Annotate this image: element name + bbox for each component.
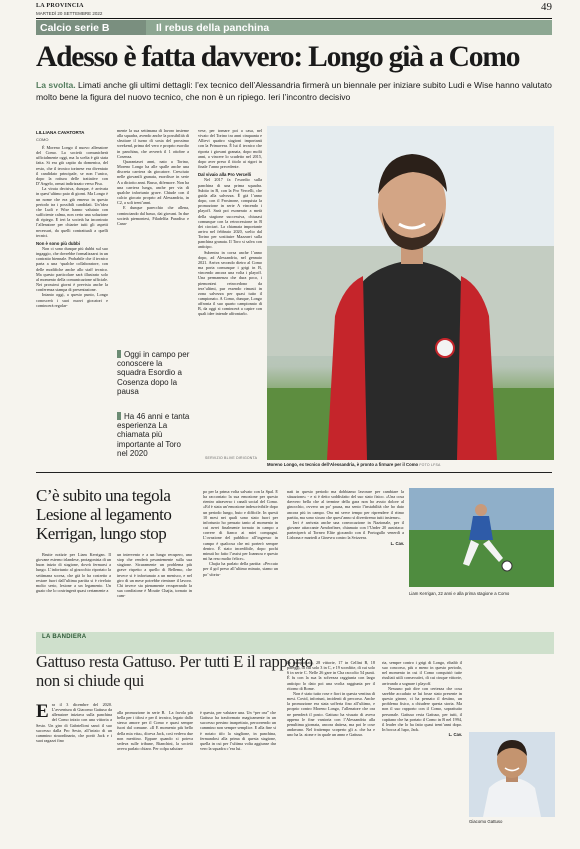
paragraph: Non è stato tutto rose e fiori in questa ventina di mesi. Covid, infortuni, incidenti di percorso. Anche la promozione era stata sofferta fino all’ultimo, e proprio contro Moreno Longo, l’allenatore che ora ne prenderà il posto. Gattuso ha visuato di aveva appena le fine vantoria con l’Alessandria alla penultima giornata, ancora dattesa, ma poi le cose andavano. Nel frattempo scoperto gli a. che ha e uno ha la. zione e in quale un anno e Gattuso.	[287, 690, 375, 738]
gattuso-column-3	[200, 710, 276, 751]
deck-keyword: La svolta.	[36, 80, 76, 90]
kerrigan-column-1	[36, 552, 111, 593]
paragraph: è questa, per valutare una. Un “per ora” che Gattuso ha trasformato magicamente in un successo persino inaspettato, percorrendo un cammino non sempre semplice. E alla fine si è notato tifo la staglione, in panchina, fermandosi alla prima di questa stagione, quella in cui per l’ultima volta aggiunse dar vero la squadra c’era lui.	[200, 710, 276, 752]
paragraph: Subentra in corsa anche l’anno dopo, ad Alessandria, nel gennaio 2021. Arriva secondo dietro al Como ma porta comunque i grigi in B, vincendo ancora una volta i playoff. Una permanenza che dura poco, i piemontesi retrocedono da terz’ultimi, pur essendo rimasti in zona salvezza per quasi tutto il campionato. A Como, dunque, Longo affronta il suo quarto campionato di B, da oggi si comincerà a capire con quali idee intende affrontarlo.	[198, 249, 262, 317]
dropcap: E	[36, 701, 49, 722]
section-topic: Il rebus della panchina	[146, 20, 552, 35]
main-column-2	[117, 128, 189, 226]
paragraph: Brutte notizie per Liam Kerrigan. Il giovane esterno irlandese, protagonista di un buon inizio di stagione, dovrà fermarsi a lungo. L’infortunio al ginocchio riportato la settimana scorsa, che già lo ha costretto a restare fuori dall’ultima partita si è rivelato molto serio, lesione a un legamento. Un guaio che lo costringerà quasi certamente a	[36, 552, 111, 594]
gattuso-headline: Gattuso resta Gattuso. Per tutti E il rapporto non si chiude qui	[36, 652, 313, 690]
gattuso-column-1	[36, 702, 112, 743]
quote-bar-icon	[117, 412, 121, 420]
kerrigan-column-4	[287, 489, 404, 546]
paragraph: un intervento e a un lungo recupero, uno stop che renderà pesantemente sulla sua stagione. Sicuramente un problema più grave rispetto a quello di Bellemo, che invece si è infortunato a un menisco, e nel giro di un mese potrebbe rientrare il lavoro. Chi invece sta pienamente recuperando la sua condizione è Moutie Chajia, tornato in cam-	[117, 552, 192, 599]
bandiera-banner	[36, 632, 554, 654]
caption-bold: Moreno Longo, ex tecnico dell’Alessandria, è pronto a firmare per il Como	[267, 462, 419, 467]
gattuso-column-5	[382, 660, 462, 737]
paragraph: vese, per tornare poi a casa, nel vivaio del Torino tra anni cinquanta e Allievi quattro stagioni importanti con la Primavera. È lui il tecnico che riporta i giovani granata, dopo molti anni, a vincere lo scudetto nel 2015, dopo aver preso il titolo ai rigori in finale l’anno precedente.	[198, 128, 262, 170]
main-headline: Adesso è fatta davvero: Longo già a Como	[36, 41, 520, 73]
author-signature: L. Cav.	[390, 540, 404, 546]
kerrigan-illustration	[409, 488, 554, 587]
gattuso-caption: Giacomo Gattuso	[469, 819, 503, 824]
newspaper-brand: LA PROVINCIA	[36, 3, 84, 9]
quote-bar-icon	[117, 350, 121, 358]
longo-photo	[267, 126, 554, 460]
main-column-3	[198, 128, 262, 317]
bandiera-label: LA BANDIERA	[42, 634, 87, 640]
pull-quote-text: Ha 46 anni e tanta esperienza La chiamata più importante al Toro nel 2020	[117, 412, 190, 458]
section-header	[36, 20, 552, 35]
paragraph: La virata decisiva, dunque, è arrivata in quest’ultimo paio di giorni. Ma Longo è un nome che era già emerso in questo periodo tra i possibili candidati. Un’idea che Ludi e Wise hanno valutato con sufficiente calma, non certo una soluzione di ripiego. E ieri la società ha incontrato l’allenatore per chiarire tutti gli aspetti necessari, da quelli contrattuali a quelli tecnici.	[36, 186, 108, 238]
gattuso-column-4	[287, 660, 375, 737]
gattuso-column-2	[117, 710, 193, 751]
author-signature: L. Cav.	[448, 732, 462, 738]
paragraph: È Moreno Longo il nuovo allenatore del Como. La società comunicherà ufficialmente oggi, ma la scelta è già stata fatta. Si era già capito da domenica, del resto, che il tecnico torinese era diventato il candidato principale, se non l’unico, dopo la rottura delle trattative con D’Angelo, ormai indirizzato verso Pisa.	[36, 145, 108, 187]
paragraph: Non ci sono dunque più dubbi sul suo ingaggio, che dovrebbe formalizzarsi in un contratto biennale. Probabile che il tecnico parta a una ‘qualche collaboratore, con delle modifiche anche allo staff tecnico. Ma questo particolare sarà illustrato solo al momento della comunicazione ufficiale. Nei prossimi giorni è prevista anche la conferenza stampa di presentazione.	[36, 245, 108, 293]
paragraph: Ieri è arrivata anche una convocazione in Nazionale, per il giovane attaccante Arndorfiner, chiamato con l’Under 20 austriaca: parteciperà al Torneo Elite giocando con il Portogallo venerdì a Lisbona e martedì a Ginevra contro la Svizzera.	[287, 519, 404, 541]
section-label: Calcio serie B	[36, 20, 146, 35]
longo-illustration	[267, 126, 554, 460]
paragraph: In campionato, 28 vittorie, 17 in Cellini B, 18 pareggi, di cui solo 3 in C, e 19 sconfitte, di cui solo 6 in serie C. Nelle 26 gare in Cha raccolto 54 punti. È fu con la sua la solvezza raggiunta con largo anticipo lo dato poi una svolta raggiunta per il ritorno di Rome.	[287, 660, 375, 691]
paragraph: E dunque parecchio che allena, cominciando dal basso, dai giovani. In due società piemontesi, Filadelfia Paradiso e Cana-	[117, 205, 189, 226]
paragraph: Nessuno può dire con certezza che cosa sarebbe accaduto se lui fosse stato presente in questo girone, ci ha pensato il destino, un problema fisico, a chiudere questa storia. Ma non il suo rapporto con il Como, soprattutto personale. Gattuso resta Gattuso, per tutti, il capitano che ha portato il Como in B nel 1994, il leader che lo ha fatto quasi trent’anni dopo. In bocca al lupo, Jack.	[382, 685, 462, 733]
page-number: 49	[541, 1, 552, 13]
pull-quote-1	[117, 350, 191, 396]
main-deck	[36, 80, 552, 103]
kerrigan-column-3	[203, 489, 278, 577]
paragraph: Intanto oggi, a questo punto, Longo conoscerà i suoi nuovi giocatori e comincerà regolar-	[36, 292, 108, 308]
paragraph: ra il 3 dicembre del 2020. L’avventura di Giacomo Gattuso da allenatore iniziava sulla panchina del Como inizio con una vittoria a Sesto. Un giro di Gabrielloni sancì il suo successo dalla Pro Sesto, all’inizio di un cammino straordinario, che portò Jack e i suoi ragazzi fino	[36, 702, 112, 744]
paragraph: mente la sua settimana di lavoro insieme alla squadra, avendo anche la possibilità di sfruttare il turno di sosta del prossimo weekend, prima del vero e proprio esordio in panchina, che avverrà il 1 ottobre a Cosenza.	[117, 128, 189, 159]
kerrigan-caption: Liam Kerrigan, 22 anni e alla prima stagione a Como	[409, 591, 510, 596]
byline-location: COMO	[36, 137, 49, 142]
main-column-1	[36, 145, 108, 308]
subheading: Dal vivaio alla Pro Vercelli	[198, 172, 252, 178]
kerrigan-photo	[409, 488, 554, 587]
deck-text: Limati anche gli ultimi dettagli: l’ex tecnico dell’Alessandria firmerà un biennale per iniziare subito Ludi e Wise hanno valutato molto bene la figura del nuovo tecnico, che non è un ripiego. Ieri l’incontro decisivo	[36, 80, 552, 102]
issue-date: MARTEDÌ 20 SETTEMBRE 2022	[36, 11, 103, 16]
paragraph: Quarantasei anni, nato a Torino, Moreno Longo ha alle spalle anche una discreta carriera da giocatore. Cresciuto nelle giovanili granata, esordisce in serie A a diciotto anni. Basso, difensore. Non ha una carriera lunga, anche per via di qualche infortunio grave. Chiude con il calcio giocato proprio ad Alessandria, in C2, a soli trent’anni.	[117, 158, 189, 206]
paragraph: Chajia ha parlato della partita: «Peccato per il gol preso all’ultimo minuto, siamo un po’ sfortu-	[203, 561, 278, 577]
paragraph: nati in questo periodo ma dobbiamo lavorare per cambiare la situazione» - e si è detto soddisfatto del suo stato fisico. «Una cosa davvero bella che al termine della gara non ho avuto dolore al ginocchio, ovvero un po’ pausa, ma sento l’instabilità che ho dato ancora più in campo. Ora mi serve tempo per riprendere il ritmo partita, ma sono sicuro che quest’anno sì divertiremo tutti insieme».	[287, 489, 404, 520]
pull-quote-2	[117, 412, 193, 458]
kerrigan-column-2	[117, 552, 192, 598]
photo-credit-2: FOTO LFSA	[419, 463, 441, 467]
gattuso-photo	[469, 732, 555, 817]
photo-credit: SERVIZIO BLIVE DIRIGONTA	[205, 456, 258, 460]
photo-caption	[267, 462, 555, 467]
byline: LILLIANA CAVATORTA	[36, 130, 85, 135]
paragraph: Nel 2017 fa l’esordio sulla panchina di una prima squadra. Subito in B, con la Pro Vercelli, che guida alla salvezza. È già l’anno dopo, con il Frosinone, conquista la promozione in serie A vincendo i playoff. Sarà poi esonerato a metà della stagione successiva, chiusasi comunque con la retrocessione in B dei ciociari. La chiamata importante arriva nel febbraio 2020, scelto dal Torino per sostituire Mazzarri sulla panchina granata. Il Toro si salva con anticipo.	[198, 177, 262, 250]
top-rule	[36, 18, 552, 19]
paragraph: ria, sempre contro i grigi di Longo, ribaltò il suo concorso, più o meno in questo periodo, nel momento in cui il Como conquistò tutte risultati utili consecutivi, di cui cinque vittorie, arrivando a sognare i playoff.	[382, 660, 462, 686]
paragraph: alla promozione in serie B. La favola più bella per i tifosi e per il tecnico, legato dallo stesso amore per il Como e quasi sempre fuori dal comune. «Il E momento più bello della mia vita», diceva Jack, così vedeva due non meritino. Eppure quando si poteva sedeva sulle tribune, Bianchini, la società aveva parlato chiaro. Per colpa salutare	[117, 710, 193, 752]
pull-quote-text: Oggi in campo per conoscere la squadra Esordio a Cosenza dopo la pausa	[117, 350, 190, 396]
gattuso-illustration	[469, 732, 555, 817]
paragraph: po per la prima volta salvato con la Spal. E ha raccontato la sua emozione per questo rientro attraverso i canali social del Como. «Ed è stata un’emozione indescrivibile dopo un periodo lungo, buio e difficile. In questi 10 mesi nei quali sono stato fuori per infortunio ho pensato tanto al momento in cui avrei finalmente tornato in campo a correre di fianco ai miei compagni. L’ovazione del pubblico all’ingresso in campo è qualcosa che mi porterò sempre dentro. È stato incredibile, dopo pochi minuti ho fatto l’assist per Ioannou e questo mi ha reso molto felice».	[203, 489, 278, 562]
subheading: Non è sono più dubbi	[36, 240, 80, 246]
section-divider	[36, 472, 552, 473]
kerrigan-headline: C’è subito una tegola Lesione al legamento Kerrigan, lungo stop	[36, 486, 172, 543]
